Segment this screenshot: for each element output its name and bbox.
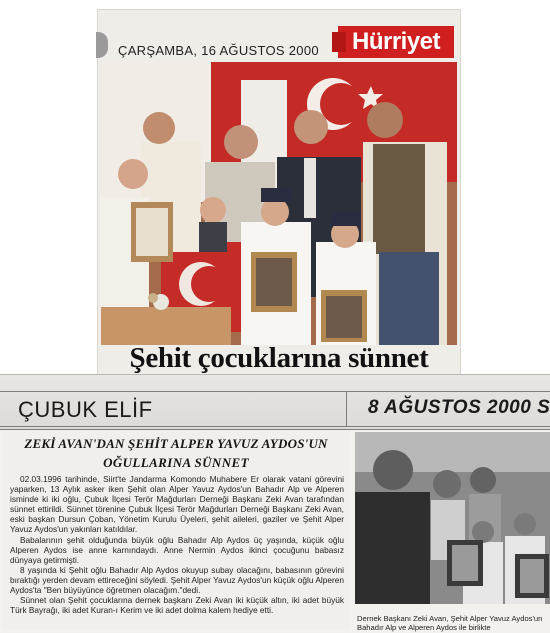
article-headline-line2: OĞULLARINA SÜNNET xyxy=(103,455,249,470)
article-paragraph: 8 yaşında ki Şehit oğlu Bahadır Alp Aydos okuyup subay olacağını, babasının görevini bıraktığı yerden devam ettireceğini söyledi. Şehit Alper Yavuz Aydos'un küçük oğlu Alperen Aydos'ta "Ben büyüyünce öğretmen olacağım."dedi. xyxy=(10,564,344,596)
hurriyet-date: ÇARŞAMBA, 16 AĞUSTOS 2000 xyxy=(118,43,319,58)
article-paragraph: Babalarının şehit olduğunda büyük oğlu Bahadır Alp Aydos üç yaşında, küçük oğlu Alperen Aydos ise anne karnındaydı. Anne Nermin Aydos ikinci çocuğunu babasız dünyaya getirmişti. xyxy=(10,534,344,565)
article xyxy=(2,430,350,630)
article-paragraph: Sünnet olan Şehit çocuklarına dernek başkanı Zeki Avan iki küçük altın, iki adet büyük Türk Bayrağı, iki adet Kuran-ı Kerim ve iki adet dolma kalem hediye etti. xyxy=(10,595,344,616)
ceremony-photo xyxy=(101,62,457,345)
article-paragraph: 02.03.1996 tarihinde, Siirt'te Jandarma Komondo Muhabere Er olarak vatani görevini yaparken, 13 Aylık asker iken Şehit olan Alper Yavuz Aydos'un Bahadır Alp ve Alperen isminde ki iki oğlu, Çubuk İlçesi Terör Mağdurları Derneği Başkanı Zeki Avan tarafından sünnet ettirildi. Sünnet törenine Çubuk İlçesi Terör Mağdurları Derneği Başkanı Zeki Avan, eski başkan Dursun Çoban, Yönetim Kurulu Üyeleri, şehit aileleri, gaziler ve Şehit Alper Yavuz Aydos'un yakınları katıldılar. xyxy=(10,474,344,535)
newspaper-date: 8 AĞUSTOS 2000 S xyxy=(368,397,550,418)
newspaper-name: ÇUBUK ELİF xyxy=(18,397,153,422)
logo-flag-icon xyxy=(332,32,346,52)
clipping-edge-mark xyxy=(96,32,108,58)
masthead-band xyxy=(0,374,550,430)
photo-caption: Dernek Başkanı Zeki Avan, Şehit Alper Yavuz Aydos'un Bahadır Alp ve Alperen Aydos ile birlikte xyxy=(357,614,543,632)
article-body xyxy=(10,474,344,615)
cubuk-elif-clipping xyxy=(0,374,550,633)
hurriyet-clipping xyxy=(98,10,460,375)
hurriyet-headline: Şehit çocuklarına sünnet xyxy=(129,342,429,374)
article-headline-line1: ZEKİ AVAN'DAN ŞEHİT ALPER YAVUZ AYDOS'UN xyxy=(24,436,328,451)
article-photo xyxy=(355,432,550,604)
hurriyet-logo xyxy=(338,26,454,58)
ceremony-photo-drawing xyxy=(101,62,457,345)
article-photo-drawing xyxy=(355,432,550,604)
hurriyet-logo-text: Hürriyet xyxy=(351,28,441,55)
